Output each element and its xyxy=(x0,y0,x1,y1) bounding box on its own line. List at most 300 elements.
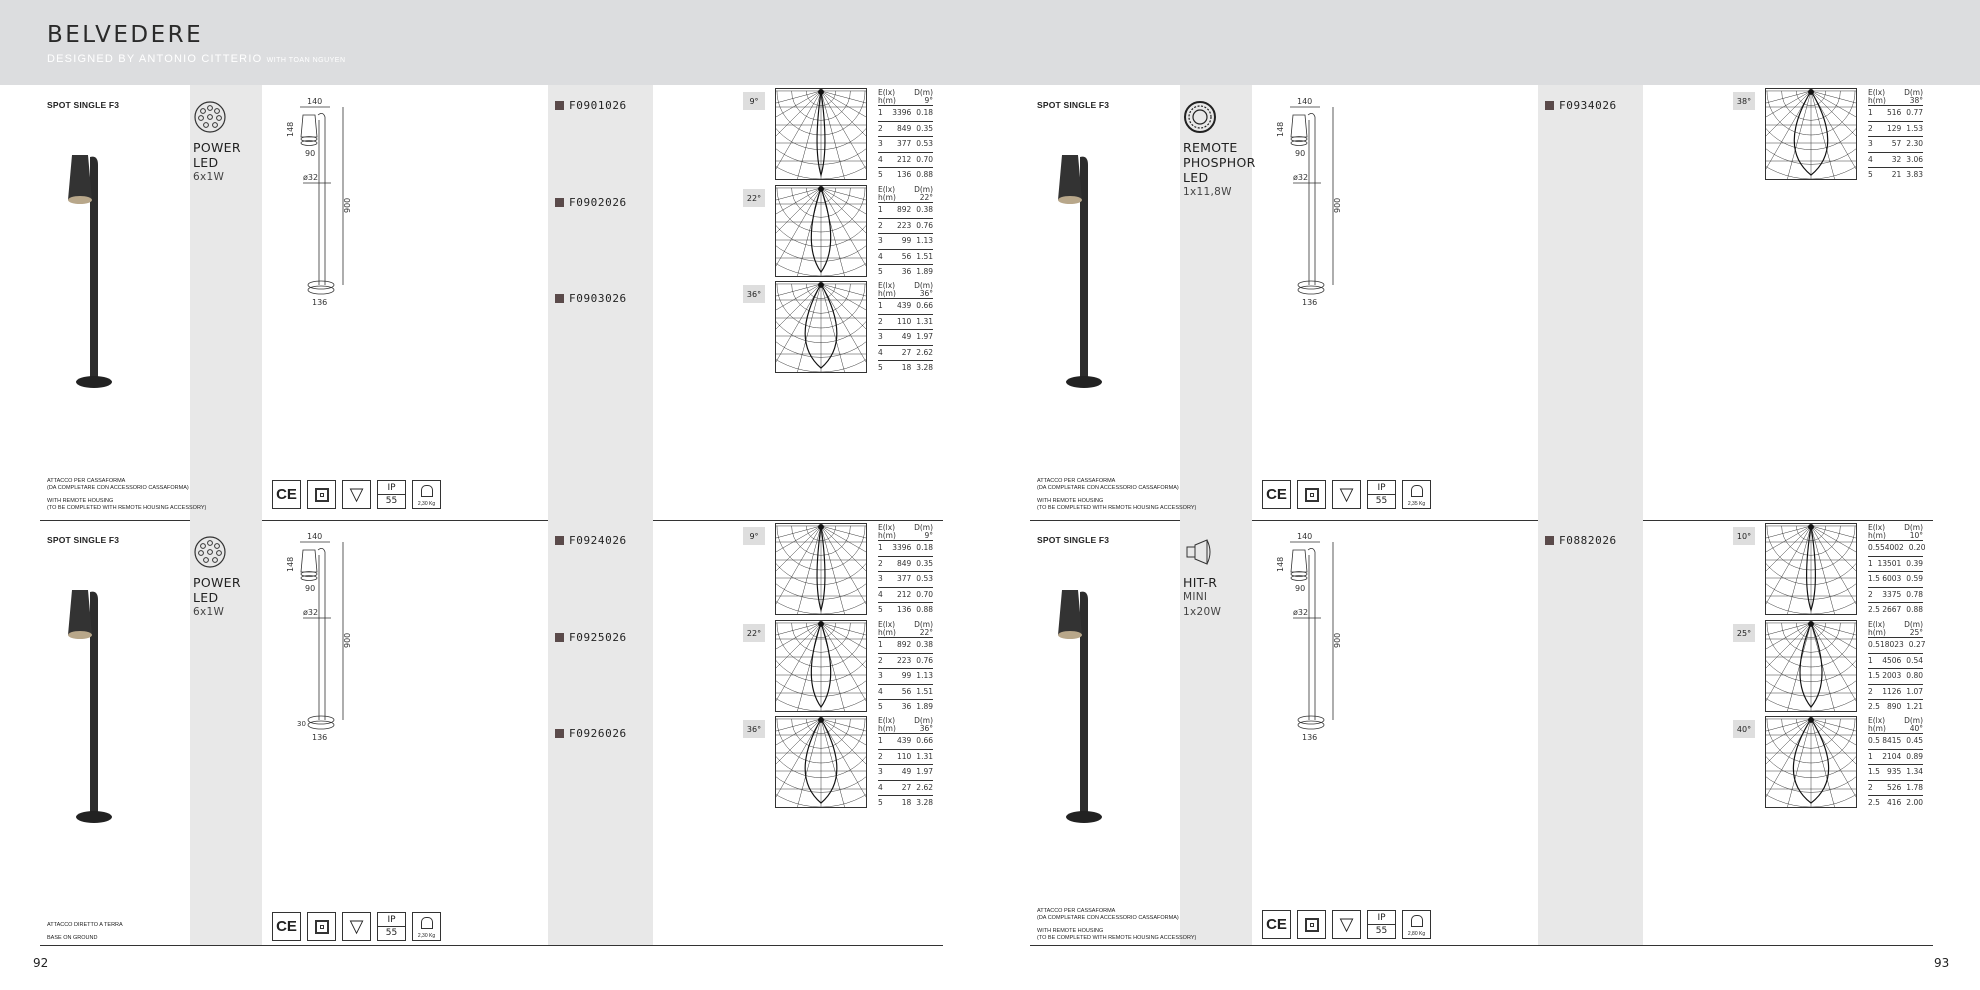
dim-label-pole-diameter: ø32 xyxy=(303,608,319,617)
table-row xyxy=(878,587,933,603)
table-row xyxy=(1868,105,1923,121)
hit-r-lamp-icon xyxy=(1183,535,1217,569)
lens-shape xyxy=(1058,196,1082,204)
photometric-table xyxy=(878,186,933,280)
pole-shape xyxy=(1080,605,1088,815)
table-row xyxy=(1868,764,1923,780)
code-marker-square xyxy=(555,101,564,110)
table-header-angle: 38° xyxy=(1909,96,1923,105)
table-cell: 0.39 xyxy=(1906,558,1923,568)
light-source-point xyxy=(818,717,824,723)
light-source-name-line: PHOSPHOR xyxy=(1183,155,1256,170)
certification-icons xyxy=(272,480,441,510)
beam-angle-badge: 38° xyxy=(1733,92,1755,110)
photometric-table xyxy=(878,621,933,715)
mounting-note-line: ATTACCO DIRETTO A TERRA xyxy=(47,922,123,928)
mounting-note-line: ATTACCO PER CASSAFORMA xyxy=(47,478,126,484)
table-cell: 849 xyxy=(896,123,912,133)
table-cell: 3 xyxy=(878,671,883,680)
table-cell: 0.77 xyxy=(1906,108,1923,117)
table-row xyxy=(878,602,933,618)
mounting-note-line: WITH REMOTE HOUSING xyxy=(1037,928,1104,934)
weight-bell-shape xyxy=(421,917,433,929)
table-cell: 1.53 xyxy=(1906,123,1923,133)
table-cell: 223 xyxy=(896,220,912,230)
table-row xyxy=(1868,167,1923,183)
product-photo xyxy=(52,560,132,860)
table-cell: 3 xyxy=(878,332,883,341)
table-cell: 892 xyxy=(896,205,912,214)
table-row xyxy=(1868,733,1923,749)
class-ii-inner-shape xyxy=(1305,918,1319,932)
table-header-e: E(lx) xyxy=(878,523,896,532)
table-cell: 57 xyxy=(1891,139,1902,148)
f-mark-icon: ▽ xyxy=(1332,480,1361,509)
table-cell: 849 xyxy=(896,558,912,568)
table-row xyxy=(1868,749,1923,765)
ip-value: 55 xyxy=(385,496,398,506)
table-header-row xyxy=(878,194,933,202)
lamp-head-shape xyxy=(68,155,92,200)
dim-label-head-width: 90 xyxy=(305,584,316,593)
product-block xyxy=(0,520,990,950)
table-header-d: D(m) xyxy=(1904,88,1923,97)
table-header-h: h(m) xyxy=(878,628,896,637)
table-header-h: h(m) xyxy=(1868,531,1886,540)
light-source-name-line: HIT-R xyxy=(1183,575,1218,590)
table-cell: 2104 xyxy=(1882,751,1902,761)
polar-light-diagram xyxy=(1765,523,1857,615)
table-cell: 1.13 xyxy=(916,236,933,245)
table-cell: 32 xyxy=(1891,154,1902,164)
table-cell: 892 xyxy=(896,640,912,649)
table-cell: 0.5 xyxy=(1868,640,1880,649)
table-cell: 5 xyxy=(878,798,883,807)
ip-value: 55 xyxy=(385,928,398,938)
light-source-point xyxy=(818,186,824,192)
table-header-angle: 25° xyxy=(1909,628,1923,637)
table-cell: 0.35 xyxy=(916,558,933,568)
table-header-row xyxy=(878,629,933,637)
light-source-point xyxy=(1808,89,1814,95)
table-header-h: h(m) xyxy=(878,193,896,202)
table-cell: 0.89 xyxy=(1906,751,1923,761)
table-cell: 3 xyxy=(878,236,883,245)
table-cell: 110 xyxy=(896,316,912,326)
code-marker-square xyxy=(1545,101,1554,110)
product-code-text: F0882026 xyxy=(1559,534,1617,547)
beam-angle-badge: 22° xyxy=(743,189,765,207)
table-cell: 0.18 xyxy=(916,108,933,117)
table-header-row xyxy=(878,97,933,105)
power-led-icon xyxy=(193,535,227,569)
mounting-note xyxy=(47,478,206,512)
table-cell: 1.5 xyxy=(1868,574,1880,583)
code-marker-square xyxy=(555,536,564,545)
photometric-table xyxy=(1868,717,1923,811)
table-cell: 27 xyxy=(901,782,912,792)
table-cell: 4 xyxy=(878,347,883,357)
table-cell: 2 xyxy=(878,751,883,761)
table-row xyxy=(878,668,933,684)
dim-label-base-diameter: 136 xyxy=(1302,733,1318,742)
table-row xyxy=(878,684,933,700)
product-code-text: F0926026 xyxy=(569,727,627,740)
table-cell: 136 xyxy=(896,605,912,614)
light-source-name-line: LED xyxy=(193,155,219,170)
weight-icon xyxy=(1402,480,1431,509)
table-header-h: h(m) xyxy=(878,96,896,105)
table-cell: 1 xyxy=(1868,108,1873,117)
class-ii-icon xyxy=(307,480,336,509)
dim-label-head-height: 148 xyxy=(1276,121,1285,137)
table-cell: 0.5 xyxy=(1868,736,1880,745)
dim-label-pole-diameter: ø32 xyxy=(1293,608,1309,617)
power-led-icon xyxy=(193,100,227,134)
polar-light-diagram xyxy=(775,620,867,712)
table-cell: 1 xyxy=(1868,655,1873,665)
table-header-angle: 22° xyxy=(919,628,933,637)
table-row xyxy=(1868,637,1926,653)
beam-angle-badge: 36° xyxy=(743,285,765,303)
table-cell: 2 xyxy=(1868,123,1873,133)
designer-collaborator: WITH TOAN NGUYEN xyxy=(266,57,346,64)
mounting-note-line: (DA COMPLETARE CON ACCESSORIO CASSAFORMA) xyxy=(1037,915,1179,921)
table-cell: 0.54 xyxy=(1906,655,1923,665)
technical-drawing xyxy=(1265,95,1345,315)
table-row xyxy=(1868,121,1923,137)
table-row xyxy=(878,105,933,121)
designer-name: DESIGNED BY ANTONIO CITTERIO xyxy=(47,53,263,65)
pole-shape xyxy=(1080,170,1088,380)
table-row xyxy=(878,764,933,780)
table-row xyxy=(1868,152,1923,168)
table-row xyxy=(1868,653,1923,669)
table-header-e: E(lx) xyxy=(878,185,896,194)
table-cell: 2.5 xyxy=(1868,605,1880,614)
table-cell: 2 xyxy=(1868,589,1873,599)
table-cell: 0.27 xyxy=(1908,640,1926,649)
table-cell: 2 xyxy=(1868,782,1873,792)
lamp-head-shape xyxy=(68,590,92,635)
photometric-table xyxy=(878,717,933,811)
table-cell: 13501 xyxy=(1877,558,1902,568)
table-cell: 1 xyxy=(878,108,883,117)
table-row xyxy=(878,136,933,152)
table-row xyxy=(878,314,933,330)
table-cell: 2.00 xyxy=(1906,798,1923,807)
mounting-note-line: (TO BE COMPLETED WITH REMOTE HOUSING ACCESSORY) xyxy=(47,505,207,511)
mounting-note-line: (DA COMPLETARE CON ACCESSORIO CASSAFORMA) xyxy=(47,485,189,491)
table-cell: 3396 xyxy=(892,543,912,552)
product-code-text: F0903026 xyxy=(569,292,627,305)
f-mark-icon: ▽ xyxy=(342,480,371,509)
product-photo xyxy=(52,125,132,425)
weight-bell-shape xyxy=(421,485,433,497)
product-code-text: F0934026 xyxy=(1559,99,1617,112)
table-row xyxy=(1868,699,1923,715)
table-header-e: E(lx) xyxy=(1868,716,1886,725)
ip-rating-icon xyxy=(1367,480,1396,509)
product-name: SPOT SINGLE F3 xyxy=(47,100,120,110)
table-cell: 18 xyxy=(901,798,912,807)
light-source-power: 1x20W xyxy=(1183,606,1222,618)
table-cell: 0.45 xyxy=(1906,736,1923,745)
table-row xyxy=(878,360,933,376)
ip-label: IP xyxy=(1368,912,1395,925)
table-row xyxy=(1868,795,1923,811)
dim-label-head-width: 90 xyxy=(305,149,316,158)
dim-label-head-height: 148 xyxy=(286,121,295,137)
table-header-angle: 36° xyxy=(919,724,933,733)
light-source-point xyxy=(818,89,824,95)
table-cell: 0.88 xyxy=(916,170,933,179)
photometric-table xyxy=(1868,89,1923,183)
table-header-angle: 9° xyxy=(924,96,933,105)
light-source-name xyxy=(193,575,241,620)
table-cell: 0.20 xyxy=(1908,543,1926,552)
table-header-h: h(m) xyxy=(1868,724,1886,733)
table-cell: 1.21 xyxy=(1906,702,1923,711)
product-code-text: F0901026 xyxy=(569,99,627,112)
product-code-text: F0924026 xyxy=(569,534,627,547)
table-cell: 18023 xyxy=(1879,640,1904,649)
ce-mark-icon: CE xyxy=(272,912,301,941)
weight-value: 2,80 Kg xyxy=(1407,931,1426,937)
weight-value: 2,30 Kg xyxy=(417,933,436,939)
beam-angle-badge: 9° xyxy=(743,92,765,110)
table-cell: 3.06 xyxy=(1906,154,1923,164)
light-source-power: 6x1W xyxy=(193,606,225,618)
photometric-table xyxy=(878,89,933,183)
product-name: SPOT SINGLE F3 xyxy=(1037,535,1110,545)
table-cell: 3.83 xyxy=(1906,170,1923,179)
arm-shape xyxy=(1080,157,1088,170)
table-cell: 1 xyxy=(878,301,883,310)
table-header-h: h(m) xyxy=(878,531,896,540)
block-separator xyxy=(40,945,943,946)
table-cell: 0.88 xyxy=(916,605,933,614)
table-cell: 49 xyxy=(901,767,912,776)
table-cell: 4 xyxy=(878,251,883,261)
table-header-h: h(m) xyxy=(1868,628,1886,637)
beam-angle-badge: 40° xyxy=(1733,720,1755,738)
dim-label-base-height: 30 xyxy=(297,720,306,728)
table-header-angle: 40° xyxy=(1909,724,1923,733)
dim-label-base-diameter: 136 xyxy=(312,733,328,742)
dim-label-height: 900 xyxy=(343,632,352,648)
pole-shape xyxy=(90,170,98,380)
ip-value: 55 xyxy=(1375,496,1388,506)
light-source-name xyxy=(1183,140,1256,200)
table-row xyxy=(1868,540,1926,556)
table-cell: 2667 xyxy=(1882,605,1902,614)
product-code xyxy=(555,292,627,305)
table-cell: 6003 xyxy=(1882,574,1902,583)
table-row xyxy=(878,540,933,556)
technical-drawing xyxy=(275,95,355,315)
dim-label-head-width: 90 xyxy=(1295,149,1306,158)
base-shape xyxy=(76,811,112,823)
weight-value: 2,35 Kg xyxy=(1407,501,1426,507)
table-header-h: h(m) xyxy=(878,289,896,298)
table-cell: 0.70 xyxy=(916,589,933,599)
mounting-note-line: ATTACCO PER CASSAFORMA xyxy=(1037,478,1116,484)
product-code xyxy=(555,99,627,112)
dim-label-base-diameter: 136 xyxy=(1302,298,1318,307)
table-header-e: E(lx) xyxy=(878,716,896,725)
base-shape xyxy=(1066,376,1102,388)
table-cell: 4506 xyxy=(1882,655,1902,665)
mounting-note-line: (TO BE COMPLETED WITH REMOTE HOUSING ACCESSORY) xyxy=(1037,935,1197,941)
product-photo xyxy=(1042,560,1122,860)
photometric-table xyxy=(1868,620,1926,715)
table-cell: 1.34 xyxy=(1906,767,1923,776)
table-cell: 0.76 xyxy=(916,655,933,665)
table-header-d: D(m) xyxy=(914,523,933,532)
table-cell: 0.38 xyxy=(916,205,933,214)
mounting-note-line: (TO BE COMPLETED WITH REMOTE HOUSING ACCESSORY) xyxy=(1037,505,1197,511)
light-source-point xyxy=(818,524,824,530)
table-header-row xyxy=(878,290,933,298)
class-ii-icon xyxy=(1297,480,1326,509)
mounting-note-line: WITH REMOTE HOUSING xyxy=(47,498,114,504)
table-cell: 110 xyxy=(896,751,912,761)
ip-label: IP xyxy=(1368,482,1395,495)
table-cell: 1.97 xyxy=(916,767,933,776)
table-cell: 27 xyxy=(901,347,912,357)
table-cell: 5 xyxy=(878,170,883,179)
product-code-text: F0925026 xyxy=(569,631,627,644)
weight-icon xyxy=(412,912,441,941)
table-row xyxy=(878,233,933,249)
table-row xyxy=(1868,571,1923,587)
table-cell: 1.13 xyxy=(916,671,933,680)
table-cell: 0.66 xyxy=(916,301,933,310)
product-code xyxy=(555,196,627,209)
table-cell: 212 xyxy=(896,154,912,164)
table-cell: 1.31 xyxy=(916,751,933,761)
dim-label-head-height: 148 xyxy=(286,556,295,572)
page-header xyxy=(0,0,1980,85)
table-cell: 1 xyxy=(878,543,883,552)
polar-light-diagram xyxy=(1765,88,1857,180)
designer-credit xyxy=(47,53,346,65)
ip-value: 55 xyxy=(1375,926,1388,936)
table-cell: 1.89 xyxy=(916,702,933,711)
table-cell: 136 xyxy=(896,170,912,179)
weight-icon xyxy=(412,480,441,509)
light-source-name-line: REMOTE xyxy=(1183,140,1238,155)
weight-icon xyxy=(1402,910,1431,939)
table-cell: 1 xyxy=(1868,558,1873,568)
table-cell: 4 xyxy=(878,154,883,164)
table-cell: 56 xyxy=(901,251,912,261)
table-cell: 0.18 xyxy=(916,543,933,552)
table-cell: 5 xyxy=(878,363,883,372)
table-cell: 3375 xyxy=(1882,589,1902,599)
table-cell: 1.5 xyxy=(1868,671,1880,680)
product-code xyxy=(555,727,627,740)
beam-angle-badge: 9° xyxy=(743,527,765,545)
mounting-note xyxy=(1037,908,1196,942)
table-row xyxy=(878,749,933,765)
table-cell: 4 xyxy=(878,686,883,696)
table-cell: 54002 xyxy=(1879,543,1904,552)
table-header-e: E(lx) xyxy=(1868,620,1886,629)
table-header-d: D(m) xyxy=(914,88,933,97)
beam-angle-badge: 36° xyxy=(743,720,765,738)
certification-icons xyxy=(1262,480,1431,510)
polar-light-diagram xyxy=(775,716,867,808)
polar-light-diagram xyxy=(1765,620,1857,712)
light-source-point xyxy=(818,282,824,288)
table-cell: 4 xyxy=(1868,154,1873,164)
product-code xyxy=(555,631,627,644)
certification-icons xyxy=(272,912,441,942)
table-cell: 0.59 xyxy=(1906,574,1923,583)
photometric-table xyxy=(878,524,933,618)
light-source-name-line: LED xyxy=(193,590,219,605)
f-mark-icon: ▽ xyxy=(342,912,371,941)
class-ii-icon xyxy=(1297,910,1326,939)
product-name: SPOT SINGLE F3 xyxy=(1037,100,1110,110)
table-header-angle: 22° xyxy=(919,193,933,202)
table-header-angle: 36° xyxy=(919,289,933,298)
table-cell: 0.38 xyxy=(916,640,933,649)
polar-light-diagram xyxy=(775,88,867,180)
table-row xyxy=(878,637,933,653)
table-row xyxy=(878,152,933,168)
table-cell: 526 xyxy=(1886,782,1902,792)
table-row xyxy=(878,298,933,314)
table-header-d: D(m) xyxy=(914,281,933,290)
table-header-e: E(lx) xyxy=(1868,88,1886,97)
table-cell: 5 xyxy=(878,605,883,614)
table-header-angle: 10° xyxy=(1909,531,1923,540)
table-cell: 1.07 xyxy=(1906,686,1923,696)
ip-rating-icon xyxy=(1367,910,1396,939)
table-cell: 1 xyxy=(878,736,883,745)
table-cell: 49 xyxy=(901,332,912,341)
table-cell: 3396 xyxy=(892,108,912,117)
light-source-power: 1x11,8W xyxy=(1183,186,1232,198)
table-cell: 416 xyxy=(1886,798,1902,807)
class-ii-inner-shape xyxy=(315,920,329,934)
table-header-d: D(m) xyxy=(914,716,933,725)
table-cell: 18 xyxy=(901,363,912,372)
light-source-point xyxy=(1808,524,1814,530)
lens-shape xyxy=(68,196,92,204)
table-row xyxy=(878,733,933,749)
light-source-name xyxy=(193,140,241,185)
page-number-left: 92 xyxy=(33,956,49,970)
table-cell: 439 xyxy=(896,736,912,745)
ce-mark-icon: CE xyxy=(1262,910,1291,939)
block-separator xyxy=(1030,945,1933,946)
class-ii-inner-shape xyxy=(1305,488,1319,502)
table-cell: 0.70 xyxy=(916,154,933,164)
beam-angle-badge: 10° xyxy=(1733,527,1755,545)
table-cell: 212 xyxy=(896,589,912,599)
table-cell: 0.53 xyxy=(916,574,933,583)
dim-label-base-diameter: 136 xyxy=(312,298,328,307)
table-row xyxy=(878,345,933,361)
light-source-point xyxy=(1808,621,1814,627)
table-cell: 1.51 xyxy=(916,686,933,696)
table-cell: 4 xyxy=(878,589,883,599)
table-cell: 377 xyxy=(896,574,912,583)
